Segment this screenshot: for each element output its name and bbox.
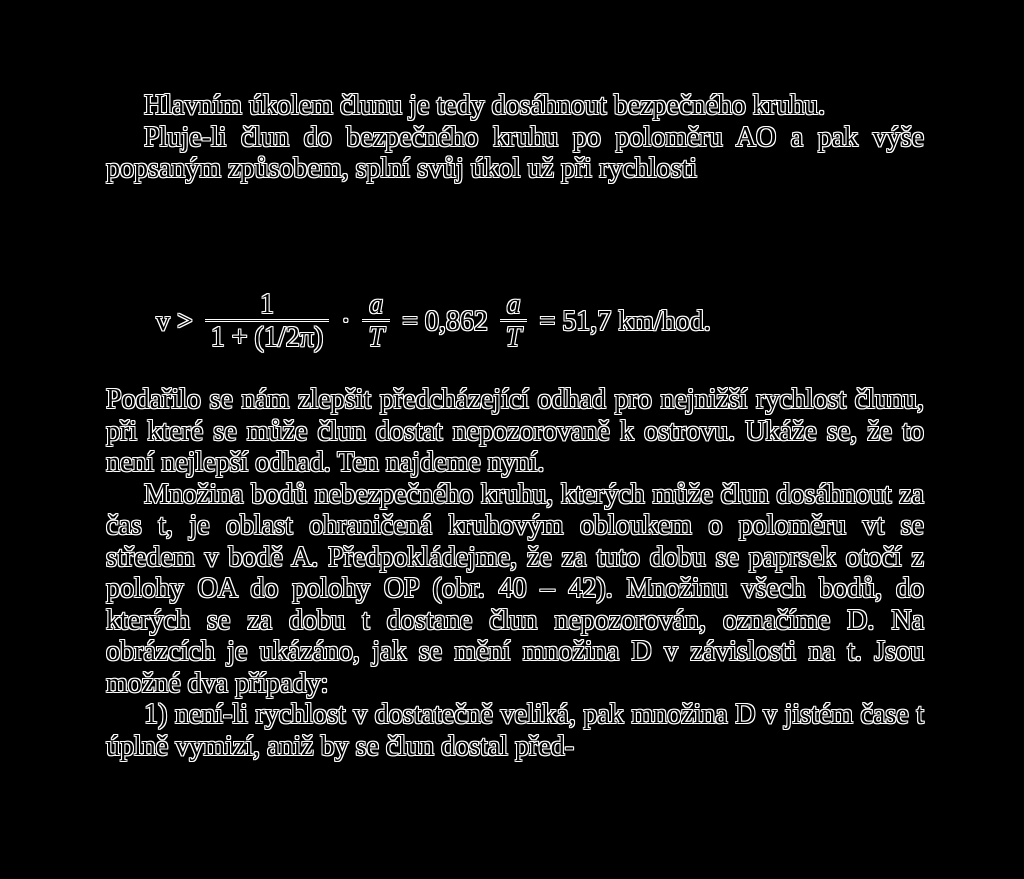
formula-dot: · bbox=[341, 306, 351, 337]
paragraph-2: Pluje-li člun do bezpečného kruhu po poloměru AO a pak výše popsaným způsobem, splní svůj úkol už při rychlosti bbox=[106, 121, 924, 184]
fraction-3-numerator: a bbox=[506, 288, 521, 320]
fraction-1 bbox=[205, 290, 329, 355]
paragraph-3: Podařilo se nám zlepšit předcházející odhad pro nejnižší rychlost člunu, při které se může člun dostat nepozorovaně k ostrovu. Ukáže se, že to není nejlepší odhad. Ten najdeme nyní. bbox=[106, 384, 924, 478]
text-block-bottom bbox=[106, 384, 924, 762]
fraction-3 bbox=[500, 290, 528, 355]
paragraph-5: 1) není-li rychlost v dostatečně veliká, pak množina D v jistém čase t úplně vymizí, aniž by se člun dostal před- bbox=[106, 699, 924, 762]
formula-equals-2: = 51,7 km/hod. bbox=[539, 306, 711, 337]
speed-formula bbox=[150, 282, 717, 362]
paragraph-4: Množina bodů nebezpečného kruhu, kterých může člun dosáhnout za čas t, je oblast ohraničená kruhovým obloukem o poloměru vt se středem v bodě A. Předpokládejme, že za tuto dobu se paprsek otočí z polohy OA do polohy OP (obr. 40 – 42). Množinu všech bodů, do kterých se za dobu t dostane člun nepozorován, označíme D. Na obrázcích je ukázáno, jak se mění množina D v závislosti na t. Jsou možné dva případy: bbox=[106, 478, 924, 699]
fraction-2 bbox=[362, 290, 390, 355]
fraction-1-numerator: 1 bbox=[259, 288, 274, 320]
formula-lhs: v > bbox=[156, 306, 193, 337]
fraction-3-denominator: T bbox=[505, 321, 522, 353]
fraction-2-denominator: T bbox=[368, 321, 385, 353]
paragraph-1: Hlavním úkolem člunu je tedy dosáhnout bezpečného kruhu. bbox=[144, 90, 826, 121]
fraction-1-denominator: 1 + (1/2π) bbox=[210, 321, 324, 353]
text-block-top bbox=[106, 90, 924, 185]
formula-equals-1: = 0,862 bbox=[402, 306, 488, 337]
fraction-2-numerator: a bbox=[369, 288, 384, 320]
